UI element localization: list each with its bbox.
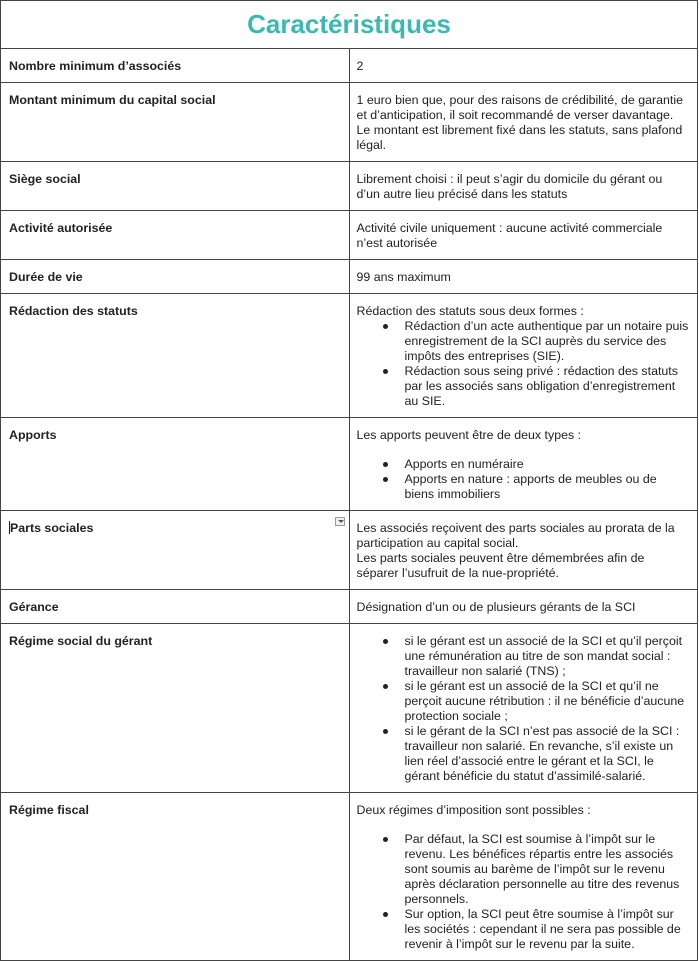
list-item: si le gérant est un associé de la SCI et qu’il ne perçoit aucune rétribution : il ne bénéficie d’aucune protection sociale ; [405, 679, 690, 724]
row-value [349, 624, 698, 793]
row-text: 1 euro bien que, pour des raisons de crédibilité, de garantie et d’anticipation, il soit recommandé de verser davantage. Le montant est librement fixé dans les statuts, sans plafond légal. [356, 93, 684, 152]
row-value [349, 49, 698, 83]
list-item: Rédaction d’un acte authentique par un notaire puis enregistrement de la SCI auprès du service des impôts des entreprises (SIE). [404, 319, 689, 363]
bullet-list [357, 319, 690, 409]
row-value [349, 418, 698, 511]
table-row [1, 211, 698, 260]
row-intro: Deux régimes d’imposition sont possibles : [356, 803, 591, 817]
title-row [1, 1, 698, 49]
row-label: Parts sociales [10, 521, 94, 535]
row-label: Nombre minimum d’associés [1, 49, 350, 83]
row-label-wrap [9, 521, 341, 536]
row-value [349, 793, 698, 961]
row-value [349, 511, 698, 590]
row-intro: Les apports peuvent être de deux types : [356, 428, 582, 442]
list-item: Rédaction sous seing privé : rédaction des statuts par les associés sans obligation d’enregistrement au SIE. [405, 364, 690, 409]
row-text: Activité civile uniquement : aucune activité commerciale n’est autorisée [356, 221, 663, 250]
table-row [1, 590, 698, 624]
table-row [1, 162, 698, 211]
table-row [1, 624, 698, 793]
list-item: Par défaut, la SCI est soumise à l’impôt sur le revenu. Les bénéfices répartis entre les associés sont soumis au barème de l’impôt sur le revenu après déclaration personnelle au titre des revenus personnels. [405, 832, 690, 907]
list-item: si le gérant de la SCI n’est pas associé de la SCI : travailleur non salarié. En revanche, s’il existe un lien réel d’associé entre le gérant et la SCI, le gérant bénéficie du statut d’assimilé-salarié. [405, 724, 690, 784]
table-row [1, 83, 698, 162]
row-value [349, 590, 698, 624]
row-label: Durée de vie [1, 260, 350, 294]
table-row [1, 260, 698, 294]
row-text: Les associés reçoivent des parts sociales au prorata de la participation au capital social. [356, 521, 675, 550]
row-value [349, 162, 698, 211]
row-value [349, 294, 698, 418]
list-item: Sur option, la SCI peut être soumise à l’impôt sur les sociétés : cependant il ne sera pas possible de revenir à l’impôt sur le revenu par la suite. [405, 907, 690, 952]
row-label: Apports [1, 418, 350, 511]
row-label: Rédaction des statuts [1, 294, 350, 418]
row-value [349, 260, 698, 294]
row-label: Régime social du gérant [1, 624, 350, 793]
list-item: si le gérant est un associé de la SCI et qu’il perçoit une rémunération au titre de son mandat social : travailleur non salarié (TNS) ; [405, 634, 690, 679]
row-value [349, 83, 698, 162]
bullet-list [357, 634, 690, 784]
row-text: 2 [356, 59, 364, 73]
list-item: Apports en numéraire [405, 457, 690, 472]
spacer [357, 443, 690, 457]
table-row [1, 294, 698, 418]
table-row [1, 49, 698, 83]
row-value [349, 211, 698, 260]
row-text: Désignation d’un ou de plusieurs gérants de la SCI [356, 600, 636, 614]
row-text: Les parts sociales peuvent être démembrées afin de séparer l’usufruit de la nue-propriété. [356, 551, 645, 580]
spacer [357, 818, 690, 832]
row-label: Gérance [1, 590, 350, 624]
row-intro: Rédaction des statuts sous deux formes : [356, 304, 584, 318]
row-label: Montant minimum du capital social [1, 83, 350, 162]
row-text: Librement choisi : il peut s’agir du domicile du gérant ou d’un autre lieu précisé dans les statuts [356, 172, 663, 201]
table-row [1, 511, 698, 590]
row-label: Siège social [1, 162, 350, 211]
row-label: Activité autorisée [1, 211, 350, 260]
bullet-list [357, 832, 690, 952]
list-item: Apports en nature : apports de meubles ou de biens immobiliers [405, 472, 690, 502]
table-row [1, 418, 698, 511]
bullet-list [357, 457, 690, 502]
row-label-cell [1, 511, 350, 590]
dropdown-arrow-icon[interactable] [335, 517, 345, 526]
table-title: Caractéristiques [1, 1, 698, 49]
row-label: Régime fiscal [1, 793, 350, 961]
table-row [1, 793, 698, 961]
row-text: 99 ans maximum [356, 270, 451, 284]
